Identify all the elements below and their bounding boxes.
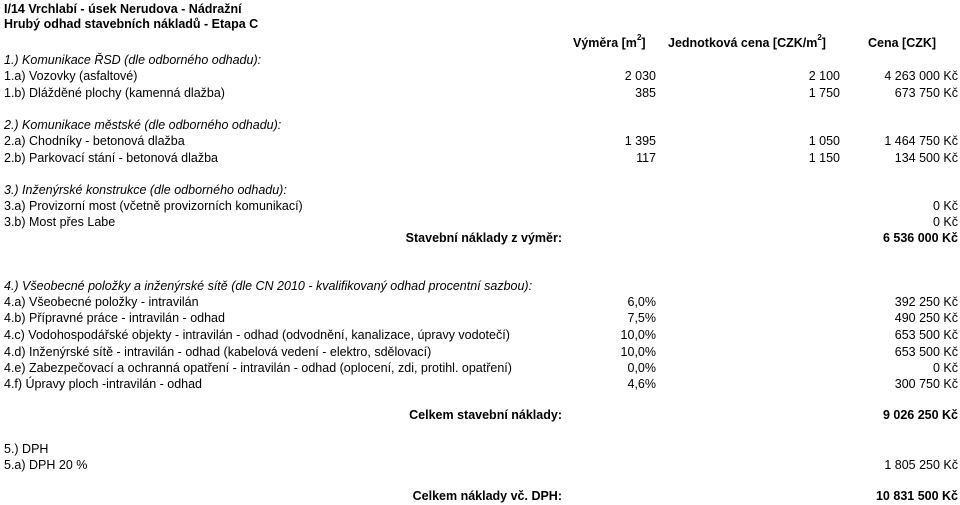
title-line-1: I/14 Vrchlabí - úsek Nerudova - Nádražní bbox=[4, 2, 242, 16]
row-3b-label: 3.b) Most přes Labe bbox=[4, 215, 116, 229]
row-3a-label: 3.a) Provizorní most (včetně provizorních komunikací) bbox=[4, 199, 303, 213]
row-2b-area: 117 bbox=[636, 151, 656, 165]
row-2a-cost: 1 464 750 Kč bbox=[884, 134, 958, 148]
row-4b-label: 4.b) Přípravné práce - intravilán - odhad bbox=[4, 311, 225, 325]
row-4a-pct: 6,0% bbox=[627, 295, 656, 309]
row-2b-label: 2.b) Parkovací stání - betonová dlažba bbox=[4, 151, 219, 165]
row-5a-label: 5.a) DPH 20 % bbox=[4, 458, 88, 472]
row-4c-pct: 10,0% bbox=[620, 328, 656, 342]
header-area-sup: 2 bbox=[636, 33, 642, 42]
row-4f-label: 4.f) Úpravy ploch -intravilán - odhad bbox=[4, 377, 203, 391]
row-2b-unit: 1 150 bbox=[808, 151, 840, 165]
row-4b-pct: 7,5% bbox=[627, 311, 656, 325]
row-2b-cost: 134 500 Kč bbox=[894, 151, 958, 165]
row-4b-cost: 490 250 Kč bbox=[894, 311, 958, 325]
row-4c-cost: 653 500 Kč bbox=[894, 328, 958, 342]
section-5-title: 5.) DPH bbox=[4, 442, 49, 456]
row-4d-label: 4.d) Inženýrské sítě - intravilán - odhad (kabelová vedení - elektro, sdělovací) bbox=[4, 345, 432, 359]
row-3b-cost: 0 Kč bbox=[932, 215, 958, 229]
header-unit-price bbox=[668, 34, 826, 52]
title-line-2: Hrubý odhad stavebních nákladů - Etapa C bbox=[4, 17, 259, 31]
total-construction-value: 9 026 250 Kč bbox=[882, 408, 958, 422]
section-2-title: 2.) Komunikace městské (dle odborného odhadu): bbox=[4, 118, 282, 132]
header-area-close: ] bbox=[641, 36, 646, 50]
row-2a-unit: 1 050 bbox=[808, 134, 840, 148]
row-1b-area: 385 bbox=[635, 86, 656, 100]
row-3a-cost: 0 Kč bbox=[932, 199, 958, 213]
total-vat-label: Celkem náklady vč. DPH: bbox=[412, 489, 562, 503]
subtotal-value: 6 536 000 Kč bbox=[882, 231, 958, 245]
row-1a-label: 1.a) Vozovky (asfaltové) bbox=[4, 69, 138, 83]
row-4e-label: 4.e) Zabezpečovací a ochranná opatření - intravilán - odhad (oplocení, zdi, protihl. opatření) bbox=[4, 361, 512, 375]
row-1a-area: 2 030 bbox=[624, 69, 656, 83]
row-4e-pct: 0,0% bbox=[627, 361, 656, 375]
header-unit-close: ] bbox=[821, 36, 826, 50]
row-4f-pct: 4,6% bbox=[627, 377, 656, 391]
row-1b-unit: 1 750 bbox=[808, 86, 840, 100]
total-vat-value: 10 831 500 Kč bbox=[875, 489, 958, 503]
header-area-text: Výměra [m bbox=[573, 36, 637, 50]
row-1b-cost: 673 750 Kč bbox=[894, 86, 958, 100]
row-4e-cost: 0 Kč bbox=[932, 361, 958, 375]
row-4d-pct: 10,0% bbox=[620, 345, 656, 359]
row-4a-label: 4.a) Všeobecné položky - intravilán bbox=[4, 295, 199, 309]
subtotal-label: Stavební náklady z výměr: bbox=[405, 231, 562, 245]
header-area bbox=[573, 34, 646, 52]
row-4c-label: 4.c) Vodohospodářské objekty - intravilán - odhad (odvodnění, kanalizace, úpravy vodotečí) bbox=[4, 328, 510, 342]
row-1b-label: 1.b) Dlážděné plochy (kamenná dlažba) bbox=[4, 86, 225, 100]
row-4a-cost: 392 250 Kč bbox=[894, 295, 958, 309]
row-1a-unit: 2 100 bbox=[808, 69, 840, 83]
row-4f-cost: 300 750 Kč bbox=[894, 377, 958, 391]
header-unit-sup: 2 bbox=[817, 33, 822, 42]
header-unit-text: Jednotková cena [CZK/m bbox=[668, 36, 818, 50]
section-4-title: 4.) Všeobecné položky a inženýrské sítě (dle CN 2010 - kvalifikovaný odhad procentní sazbou): bbox=[4, 279, 533, 293]
row-5a-cost: 1 805 250 Kč bbox=[884, 458, 958, 472]
total-construction-label: Celkem stavební náklady: bbox=[409, 408, 562, 422]
row-1a-cost: 4 263 000 Kč bbox=[884, 69, 958, 83]
header-cost: Cena [CZK] bbox=[868, 36, 937, 50]
row-2a-area: 1 395 bbox=[624, 134, 656, 148]
row-4d-cost: 653 500 Kč bbox=[894, 345, 958, 359]
row-2a-label: 2.a) Chodníky - betonová dlažba bbox=[4, 134, 185, 148]
section-1-title: 1.) Komunikace ŘSD (dle odborného odhadu): bbox=[4, 53, 262, 67]
section-3-title: 3.) Inženýrské konstrukce (dle odborného odhadu): bbox=[4, 183, 287, 197]
